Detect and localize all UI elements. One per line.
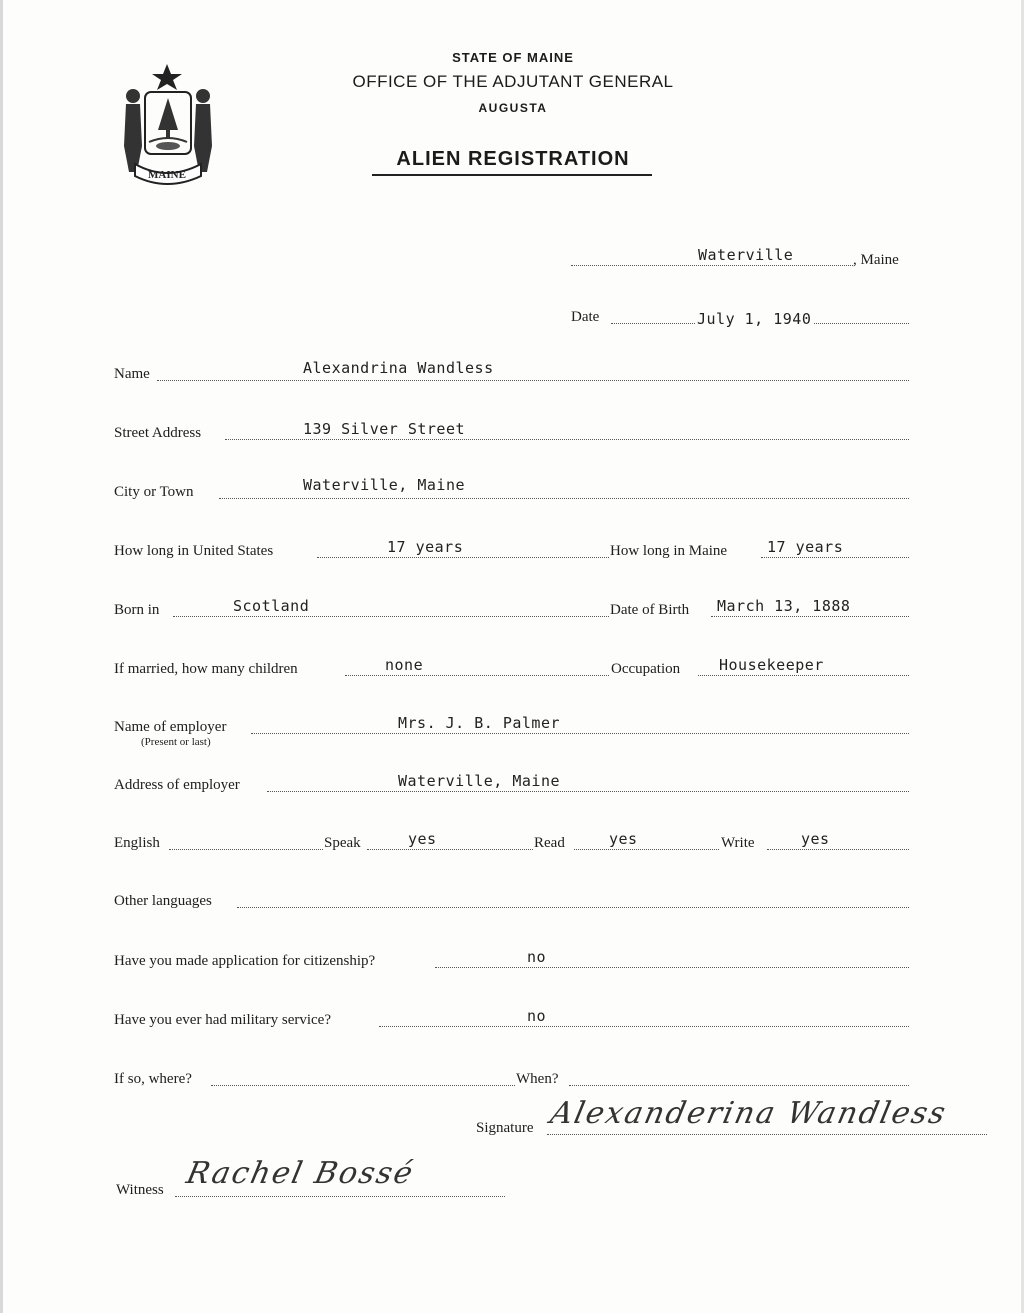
svg-text:MAINE: MAINE (148, 169, 186, 181)
military-line (379, 1026, 909, 1027)
how-long-us-label: How long in United States (114, 543, 274, 559)
where-line (211, 1085, 515, 1086)
employer-name-sublabel: (Present or last) (141, 736, 211, 748)
employer-address-label: Address of employer (114, 777, 240, 793)
signature-value[interactable]: Alexanderina Wandless (547, 1096, 951, 1131)
date-of-birth-value[interactable]: March 13, 1888 (717, 597, 851, 615)
speak-value[interactable]: yes (408, 830, 437, 848)
children-line (345, 675, 609, 676)
office-heading: OFFICE OF THE ADJUTANT GENERAL (352, 72, 674, 91)
children-value[interactable]: none (385, 656, 424, 674)
read-label: Read (534, 835, 565, 851)
how-long-maine-label: How long in Maine (610, 543, 728, 559)
write-line (767, 849, 909, 850)
name-line (157, 380, 909, 381)
city-town-line (219, 498, 909, 499)
maine-state-seal-icon (115, 60, 220, 190)
date-of-birth-label: Date of Birth (610, 602, 690, 618)
title-underline (372, 174, 652, 176)
street-address-line (225, 439, 909, 440)
when-line (569, 1085, 909, 1086)
place-line (571, 265, 853, 266)
how-long-us-line (317, 557, 609, 558)
witness-label: Witness (116, 1182, 164, 1198)
name-value[interactable]: Alexandrina Wandless (303, 359, 494, 377)
military-value[interactable]: no (527, 1007, 547, 1025)
speak-line (367, 849, 533, 850)
form-title: ALIEN REGISTRATION (396, 148, 630, 170)
employer-address-value[interactable]: Waterville, Maine (398, 772, 561, 790)
english-line (169, 849, 323, 850)
city-town-value[interactable]: Waterville, Maine (303, 476, 466, 494)
state-heading: STATE OF MAINE (452, 50, 574, 65)
place-value[interactable]: Waterville (698, 246, 794, 264)
born-in-value[interactable]: Scotland (233, 597, 310, 615)
signature-label: Signature (476, 1120, 534, 1136)
witness-value[interactable]: Rachel Bossé (183, 1156, 418, 1191)
english-label: English (114, 835, 160, 851)
read-value[interactable]: yes (609, 830, 638, 848)
city-town-label: City or Town (114, 484, 194, 500)
other-languages-line (237, 907, 909, 908)
employer-address-line (267, 791, 909, 792)
citizenship-line (435, 967, 909, 968)
place-suffix: , Maine (853, 252, 899, 268)
employer-name-line (251, 733, 909, 734)
other-languages-label: Other languages (114, 893, 212, 909)
employer-name-label: Name of employer (114, 719, 227, 735)
occupation-label: Occupation (611, 661, 681, 677)
children-label: If married, how many children (114, 661, 298, 677)
date-of-birth-line (711, 616, 909, 617)
read-line (574, 849, 719, 850)
born-in-line (173, 616, 609, 617)
where-label: If so, where? (114, 1071, 192, 1087)
how-long-maine-value[interactable]: 17 years (767, 538, 844, 556)
city-heading: AUGUSTA (478, 101, 548, 115)
write-value[interactable]: yes (801, 830, 830, 848)
date-value[interactable]: July 1, 1940 (697, 310, 812, 328)
employer-name-value[interactable]: Mrs. J. B. Palmer (398, 714, 561, 732)
write-label: Write (721, 835, 755, 851)
citizenship-label: Have you made application for citizenship? (114, 953, 376, 969)
occupation-line (698, 675, 909, 676)
street-address-value[interactable]: 139 Silver Street (303, 420, 466, 438)
how-long-us-value[interactable]: 17 years (387, 538, 464, 556)
born-in-label: Born in (114, 602, 160, 618)
signature-line (547, 1134, 987, 1135)
street-address-label: Street Address (114, 425, 202, 441)
citizenship-value[interactable]: no (527, 948, 547, 966)
how-long-maine-line (761, 557, 909, 558)
when-label: When? (516, 1071, 559, 1087)
military-label: Have you ever had military service? (114, 1012, 331, 1028)
name-label: Name (114, 366, 150, 382)
occupation-value[interactable]: Housekeeper (719, 656, 824, 674)
date-label: Date (571, 309, 600, 325)
speak-label: Speak (324, 835, 361, 851)
witness-line (175, 1196, 505, 1197)
